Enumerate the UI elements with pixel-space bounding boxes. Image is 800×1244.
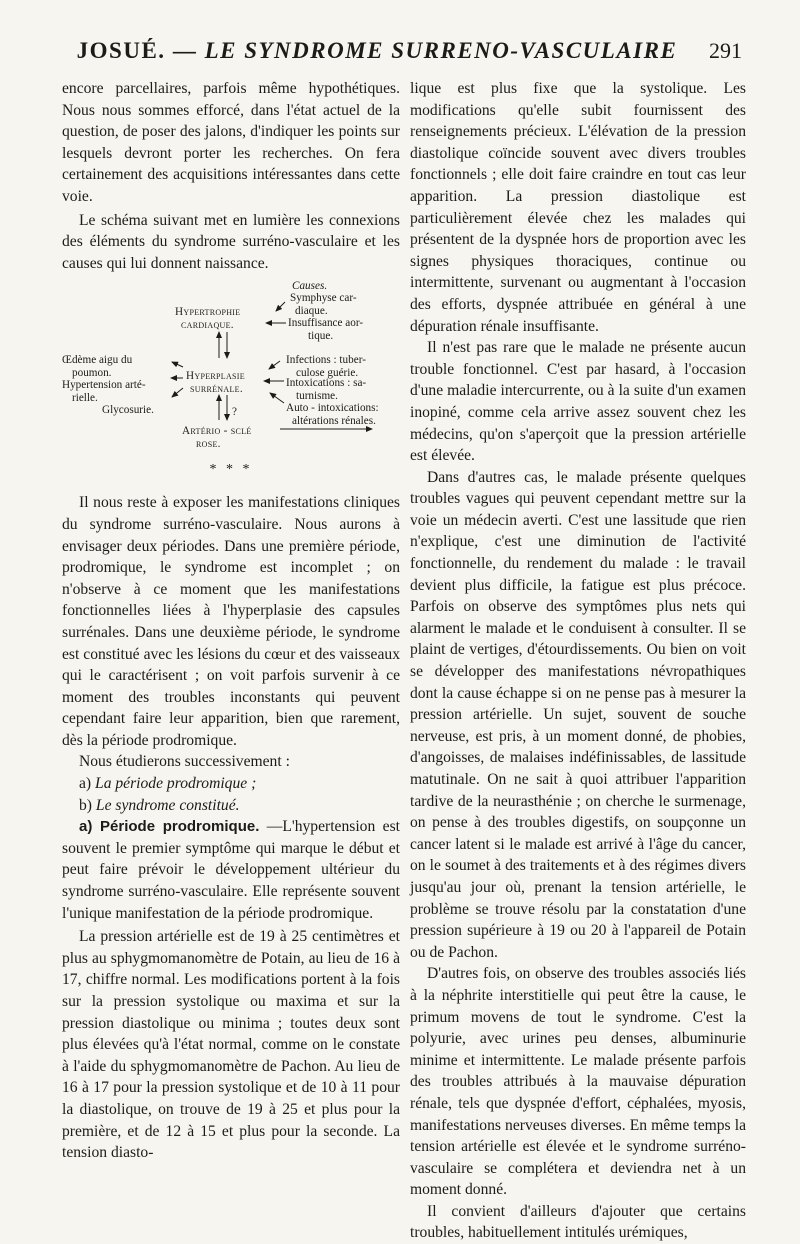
page-number: 291 xyxy=(709,38,742,63)
paragraph: Nous étudierons successivement : xyxy=(79,753,290,771)
cause-insuffisance: Insuffisance aor- tique. xyxy=(288,317,364,342)
effect-oedeme: Œdème aigu du poumon. xyxy=(62,354,133,379)
arrow-glycosurie xyxy=(172,388,183,397)
header-author: JOSUÉ. xyxy=(76,38,166,63)
cause-intoxications: Intoxications : sa- turnisme. xyxy=(286,377,367,402)
paragraph: Dans d'autres cas, le malade présente quelques troubles vagues qui peuvent cependant mettre sur la voie un médecin averti. C'est une lassitude que rien n'explique, c'est une diminution de l'activité fonctionnelle, du rendement du malade : le travail devient plus difficile, la fatigue est plus précoce. Parfois on observe des symptômes plus nets qui alarment le malade et le conduisent à consulter. Il se plaint de vertiges, d'étourdissements. Ou bien on voit se développer des manifestations névropathiques dont la cause échappe si on ne pense pas à mesurer la pression artérielle. Un sujet, souvent de souche nerveuse, est pris, à un moment donné, de phobies, d'angoisses, de malaises indéfinissables, de lassitude matutinale. On ne sait à quoi attribuer l'apparition tardive de la neurasthénie ; on cherche le surmenage, on pense à des troubles digestifs, on soupçonne un cancer latent si le malade est arrivé à l'âge du cancer, on le soumet à des traitements et à des régimes divers jusqu'au jour où, prenant la tension artérielle, le problème se trouve résolu par la constatation d'une pression supérieure à 19 ou 20 à l'appareil de Potain ou de Pachon. xyxy=(410,468,746,961)
arrow-symphyse xyxy=(276,302,285,311)
node-hyperplasie: Hyperplasie surrénale. xyxy=(186,370,245,395)
arrow-auto xyxy=(270,393,284,403)
section-heading: a) Période prodromique. xyxy=(79,818,260,836)
section-paragraph: a) Période prodromique. —L'hypertension est souvent le premier symptôme qui marque le début et peut faire prévoir le développement ultérieur du syndrome surréno-vasculaire. Elle représente souvent l'unique manifestation de la période prodromique. xyxy=(62,818,400,922)
paragraph: encore parcellaires, parfois même hypothétiques. Nous nous sommes efforcé, dans l'état actuel de la question, de poser des jalons, d'indiquer les points sur lesquels devront porter les recherches. On fera certainement des acquisitions intéressantes dans cette voie. xyxy=(62,80,400,205)
arrow-infections xyxy=(269,361,280,369)
paragraph: Il convient d'ailleurs d'ajouter que certains troubles, habituellement intitulés urémiques, xyxy=(410,1202,746,1242)
question-mark: ? xyxy=(232,406,237,419)
node-arterio-sclerose: Artério - sclé rose. xyxy=(182,425,252,450)
arrow-oedeme xyxy=(172,362,183,367)
header-separator: — xyxy=(165,38,205,63)
paragraph: D'autres fois, on observe des troubles associés liés à la néphrite interstitielle qui peut être la cause, le primum movens de tout le syndrome. C'est la polyurie, avec urines peu denses, albuminurie minime et intermittente. Le malade présente parfois des troubles attribués à la mauvaise dépuration rénale, tels que dyspnée d'effort, céphalées, myosis, manifestations nerveuses diverses. En même temps la tension artérielle est élevée et le syndrome surréno-vasculaire se complétera et deviendra net à un moment donné. xyxy=(410,965,746,1199)
effect-glycosurie: Glycosurie. xyxy=(102,404,154,417)
node-hypertrophie: Hypertrophie cardiaque. xyxy=(175,306,241,331)
causes-heading: Causes. xyxy=(292,280,328,293)
running-title xyxy=(62,38,692,64)
effect-hypertension: Hypertension arté- rielle. xyxy=(62,379,146,404)
right-column xyxy=(410,78,746,1244)
header-title: LE SYNDROME SURRENO-VASCULAIRE xyxy=(204,38,678,63)
syndrome-diagram xyxy=(62,280,400,458)
paragraph: Il n'est pas rare que le malade ne présente aucun trouble fonctionnel. C'est par hasard, à l'occasion d'une maladie intercurrente, ou à la suite d'un examen inopiné, comme cela arrive assez souvent chez les médecins, qu'on s'aperçoit que la pression artérielle est élevée. xyxy=(410,339,746,465)
list-item: b) Le syndrome constitué. xyxy=(79,796,240,814)
section-separator: * * * xyxy=(209,462,253,478)
list-item: a) La période prodromique ; xyxy=(79,775,257,793)
cause-auto-intoxications: Auto - intoxications: altérations rénales. xyxy=(286,402,379,427)
paragraph: lique est plus fixe que la systolique. Les modifications qu'elle subit fournissent des renseignements précieux. L'élévation de la pression diastolique coïncide souvent avec divers troubles fonctionnels ; elle doit faire craindre en tout cas leur apparition. La pression diastolique est particulièrement élevée chez les malades qui présentent de la dyspnée hors de proportion avec les signes physiques thoraciques, continue ou intermittente, survenant ou augmentant à l'occasion des efforts, dyspnée attribuée en général à une dépuration rénale insuffisante. xyxy=(410,80,746,335)
paragraph: Le schéma suivant met en lumière les connexions des éléments du syndrome surréno-vasculaire et les causes qui lui donnent naissance. xyxy=(62,211,400,272)
cause-infections: Infections : tuber- culose guérie. xyxy=(286,354,366,379)
paragraph: La pression artérielle est de 19 à 25 centimètres et plus au sphygmomanomètre de Potain, au lieu de 16 à 17, chiffre normal. Les modifications portent à la fois sur la pression systolique ou maxima et sur la pression diastolique ou minima ; toutes deux sont plus élevées qu'à l'état normal, comme on le constate à l'aide du sphygmomanomètre de Pachon. Au lieu de 16 à 17 pour la pression systolique et de 10 à 11 pour la diastolique, on trouve de 19 à 25 et plus pour la première, et de 12 à 15 et plus pour la seconde. La tension diasto- xyxy=(62,928,400,1162)
paragraph: Il nous reste à exposer les manifestations cliniques du syndrome surréno-vasculaire. Nous aurons à envisager deux périodes. Dans une première période, prodromique, le syndrome est incomplet ; on n'observe à ce moment que les manifestations fonctionnelles liées à l'hyperplasie des capsules surrénales. Dans une deuxième période, le syndrome est constitué avec les lésions du cœur et des vaisseaux qui le caractérisent ; on voit parfois survenir à ce moment des troubles inconstants qui peuvent cependant faire leur apparition, bien que rarement, dès la période prodromique. xyxy=(62,494,400,749)
left-column xyxy=(62,78,400,1164)
running-header xyxy=(62,38,742,74)
cause-symphyse: Symphyse car- diaque. xyxy=(290,292,357,317)
